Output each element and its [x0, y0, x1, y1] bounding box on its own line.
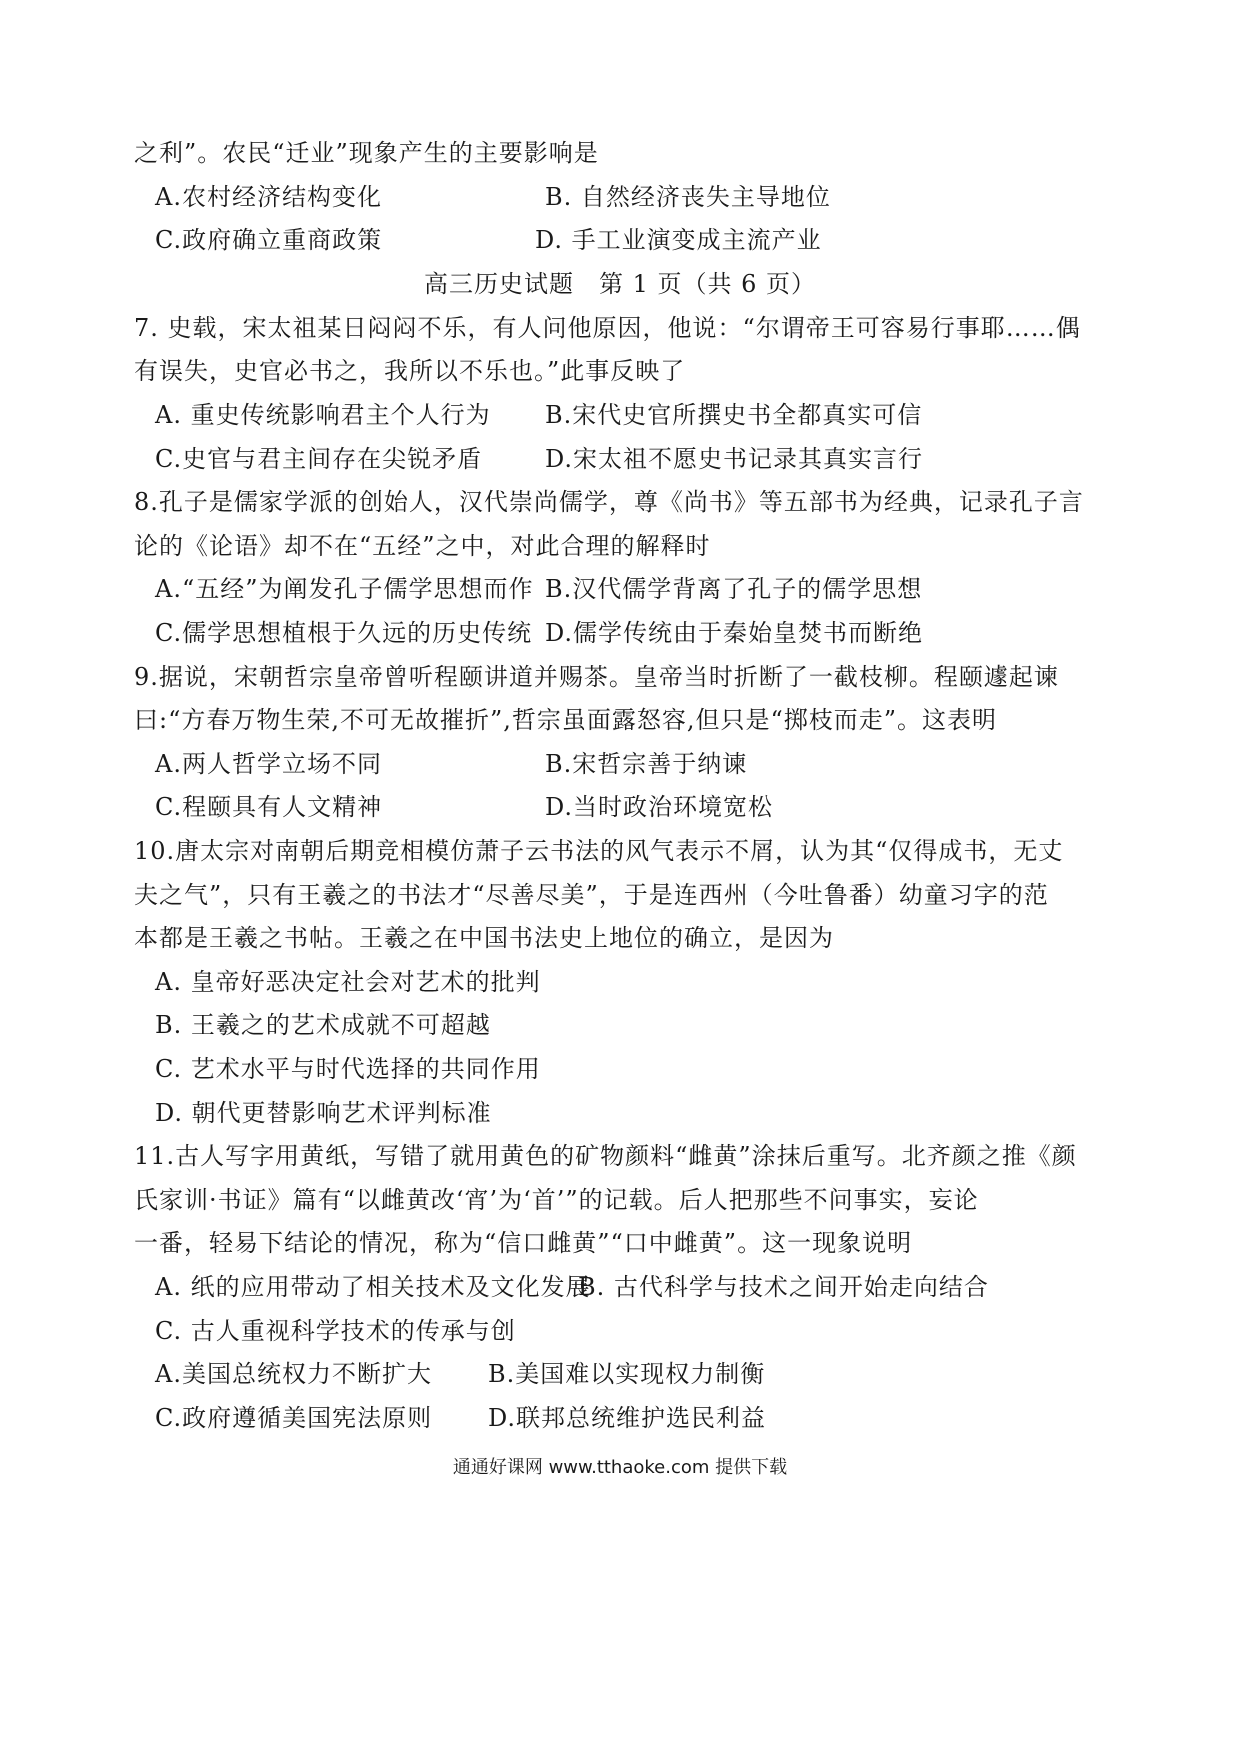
q6-option-a: A.农村经济结构变化: [155, 183, 382, 211]
q10-stem-line-2: 夫之气”，只有王羲之的书法才“尽善尽美”，于是连西州（今吐鲁番）幼童习字的范: [134, 881, 1049, 909]
q11-stem-line-1: 11.古人写字用黄纸，写错了就用黄色的矿物颜料“雌黄”涂抹后重写。北齐颜之推《颜: [134, 1142, 1077, 1170]
q11-stem-line-2: 氏家训·书证》篇有“以雌黄改‘宵’为‘首’”的记载。后人把那些不问事实，妄论: [134, 1186, 979, 1214]
q7-option-a: A. 重史传统影响君主个人行为: [155, 401, 491, 429]
q7-option-c: C.史官与君主间存在尖锐矛盾: [155, 445, 483, 473]
q6-option-b: B. 自然经济丧失主导地位: [545, 183, 831, 211]
q10-option-a: A. 皇帝好恶决定社会对艺术的批判: [155, 968, 541, 996]
q10-option-d: D. 朝代更替影响艺术评判标准: [155, 1099, 492, 1127]
q9-option-b: B.宋哲宗善于纳谏: [545, 750, 748, 778]
q6-stem-tail: 之利”。农民“迁业”现象产生的主要影响是: [134, 139, 599, 167]
q8-option-a: A.“五经”为阐发孔子儒学思想而作: [155, 575, 534, 603]
q6-option-c: C.政府确立重商政策: [155, 226, 383, 254]
q10-stem-line-1: 10.唐太宗对南朝后期竞相模仿萧子云书法的风气表示不屑，认为其“仅得成书，无丈: [134, 837, 1064, 865]
page-number-header: 高三历史试题 第 1 页（共 6 页）: [423, 270, 817, 298]
q9-option-d: D.当时政治环境宽松: [545, 793, 774, 821]
q7-stem-line-1: 7. 史载，宋太祖某日闷闷不乐，有人问他原因，他说：“尔谓帝王可容易行事耶……偶: [134, 314, 1081, 342]
q9-stem-line-1: 9.据说，宋朝哲宗皇帝曾听程颐讲道并赐茶。皇帝当时折断了一截枝柳。程颐遽起谏: [134, 663, 1059, 691]
q7-option-d: D.宋太祖不愿史书记录其真实言行: [545, 445, 924, 473]
q8-stem-line-1: 8.孔子是儒家学派的创始人，汉代崇尚儒学，尊《尚书》等五部书为经典，记录孔子言: [134, 488, 1084, 516]
q11-option-b: B. 古代科学与技术之间开始走向结合: [578, 1273, 989, 1301]
q6-option-d: D. 手工业演变成主流产业: [535, 226, 822, 254]
q8-option-c: C.儒学思想植根于久远的历史传统: [155, 619, 533, 647]
q8-stem-line-2: 论的《论语》却不在“五经”之中，对此合理的解释时: [134, 532, 711, 560]
q9-option-c: C.程颐具有人文精神: [155, 793, 383, 821]
extra-option-d: D.联邦总统维护选民利益: [488, 1404, 767, 1432]
q10-stem-line-3: 本都是王羲之书帖。王羲之在中国书法史上地位的确立，是因为: [134, 924, 834, 952]
q7-stem-line-2: 有误失，史官必书之，我所以不乐也。”此事反映了: [134, 357, 686, 385]
q8-option-d: D.儒学传统由于秦始皇焚书而断绝: [545, 619, 924, 647]
q10-option-b: B. 王羲之的艺术成就不可超越: [155, 1011, 491, 1039]
extra-option-a: A.美国总统权力不断扩大: [155, 1360, 432, 1388]
q9-stem-line-2: 曰:“方春万物生荣,不可无故摧折”,哲宗虽面露怒容,但只是“掷枝而走”。这表明: [134, 706, 998, 734]
extra-option-b: B.美国难以实现权力制衡: [488, 1360, 766, 1388]
footer-watermark: 通通好课网 www.tthaoke.com 提供下载: [452, 1457, 788, 1478]
q11-stem-line-3: 一番，轻易下结论的情况，称为“信口雌黄”“口中雌黄”。这一现象说明: [134, 1229, 913, 1257]
q8-option-b: B.汉代儒学背离了孔子的儒学思想: [545, 575, 923, 603]
q11-option-c: C. 古人重视科学技术的传承与创: [155, 1317, 516, 1345]
q7-option-b: B.宋代史官所撰史书全都真实可信: [545, 401, 923, 429]
extra-option-c: C.政府遵循美国宪法原则: [155, 1404, 433, 1432]
q11-option-a: A. 纸的应用带动了相关技术及文化发展: [155, 1273, 591, 1301]
q9-option-a: A.两人哲学立场不同: [155, 750, 382, 778]
q10-option-c: C. 艺术水平与时代选择的共同作用: [155, 1055, 541, 1083]
